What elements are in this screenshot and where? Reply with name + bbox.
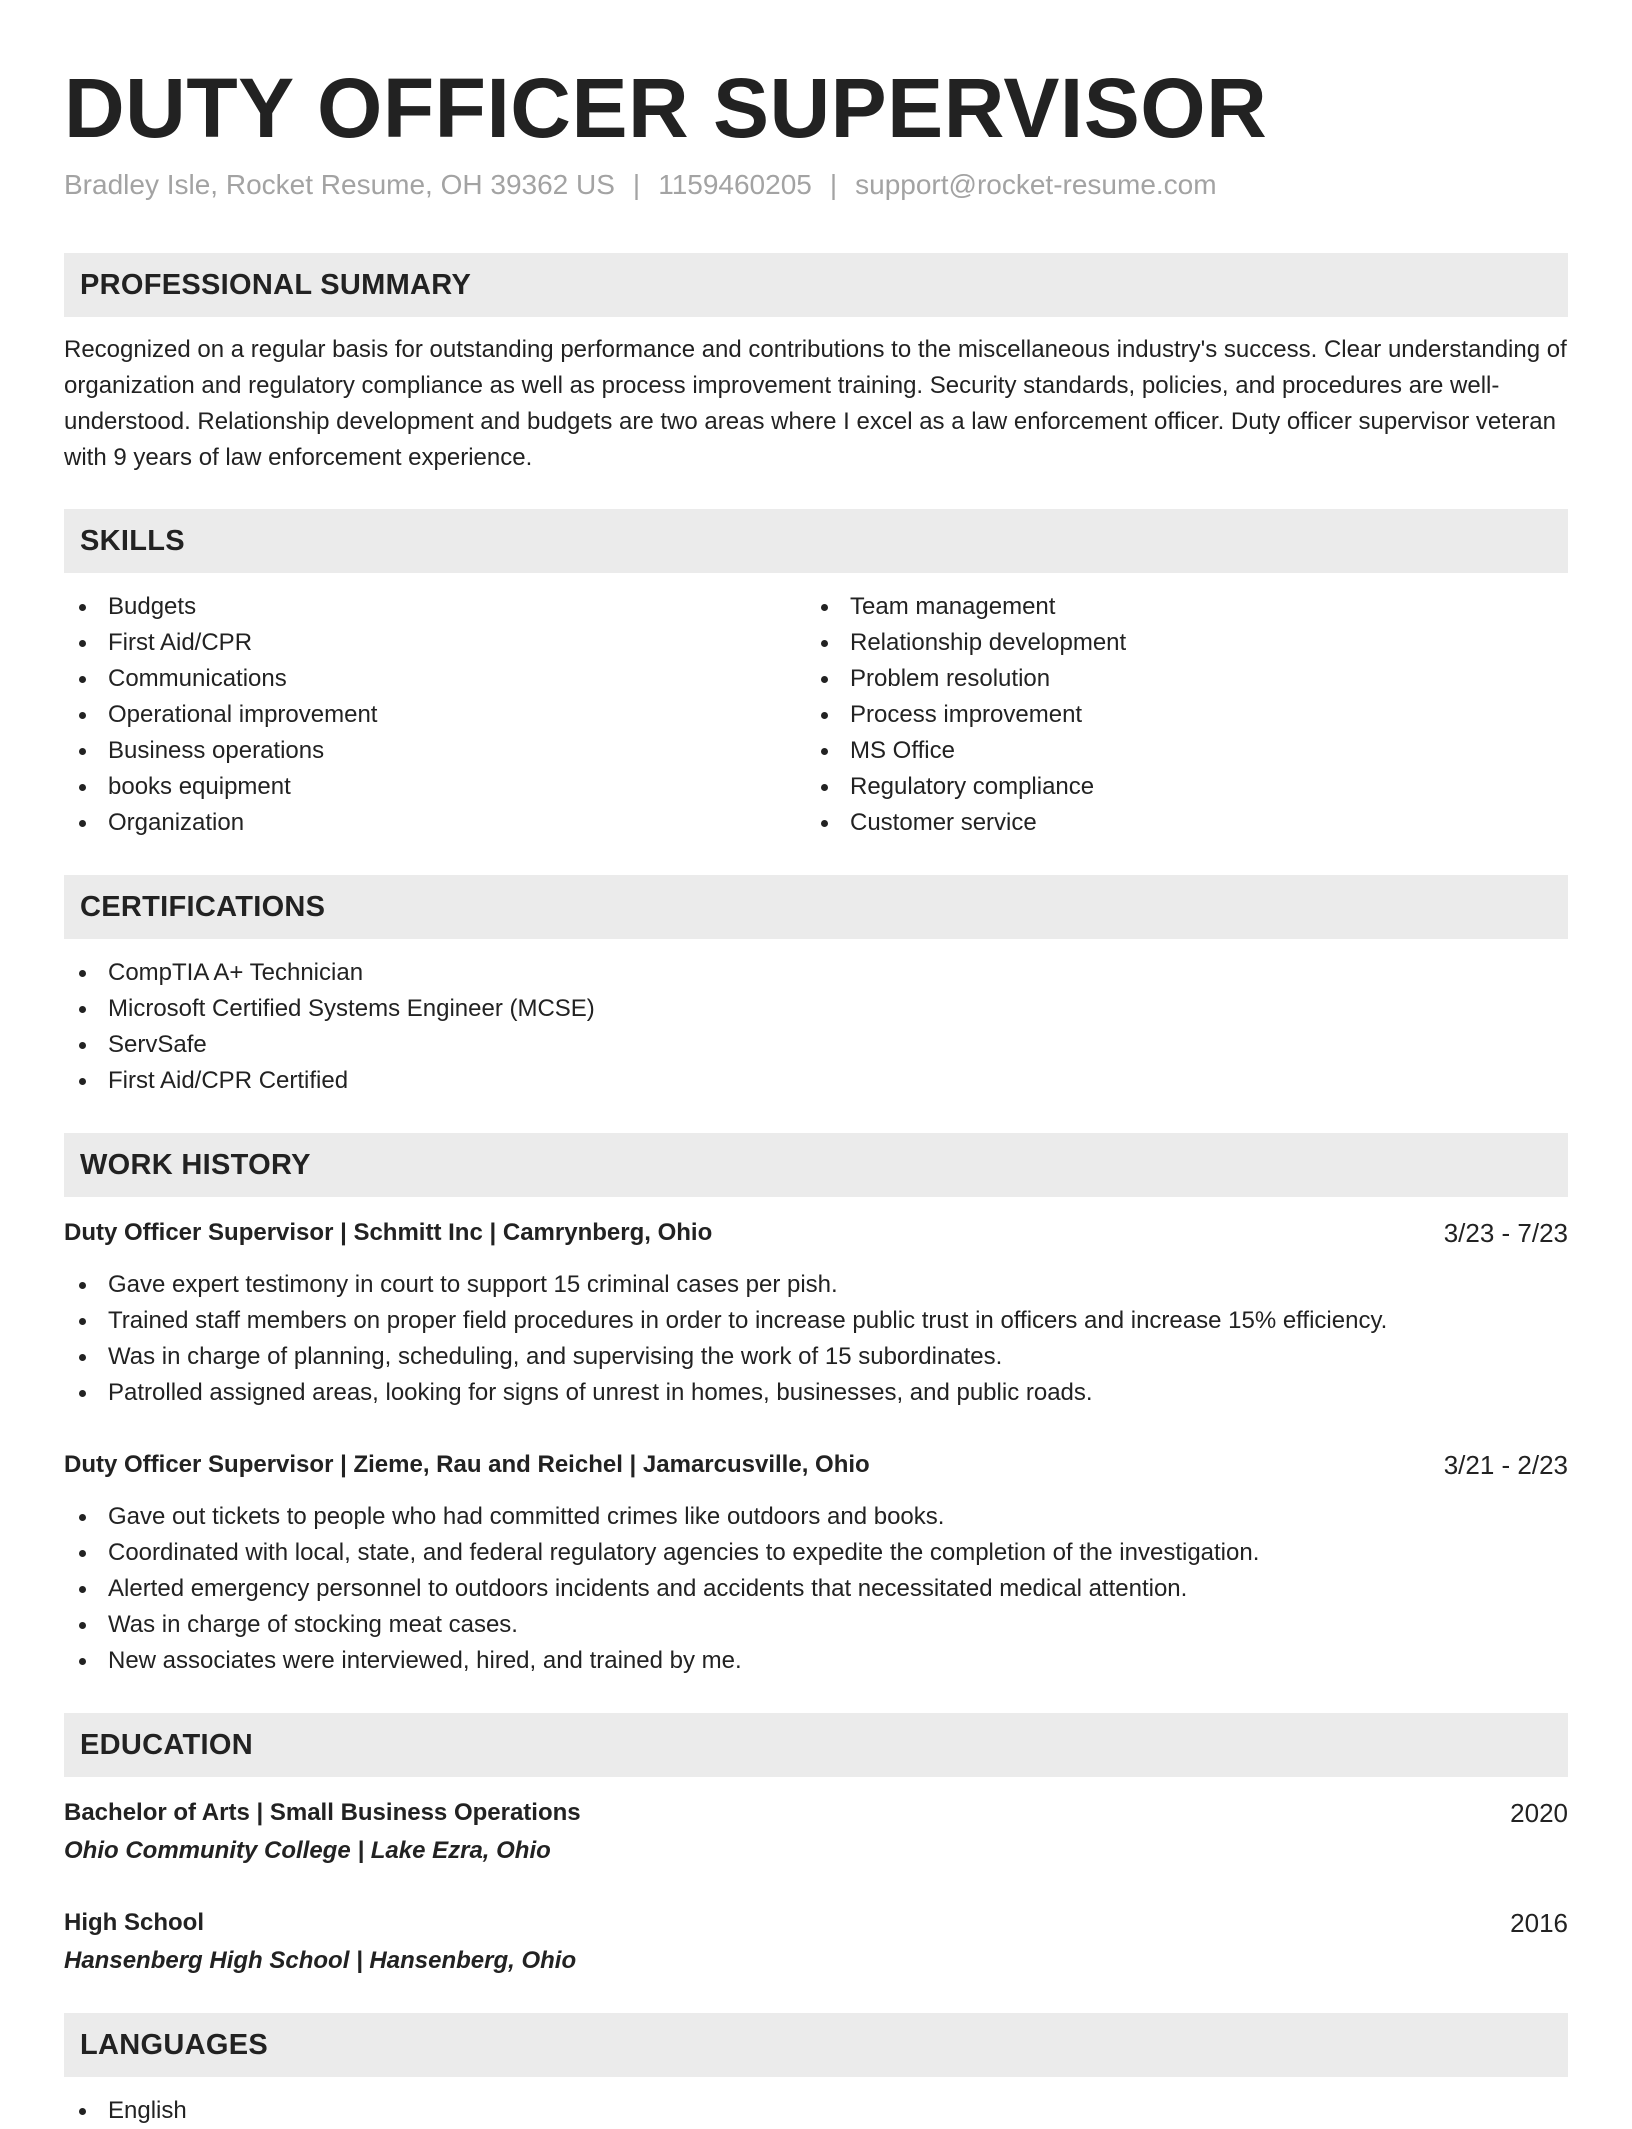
skill-item: books equipment [64, 769, 804, 805]
job-title: Duty Officer Supervisor | Zieme, Rau and Reichel | Jamarcusville, Ohio [64, 1451, 870, 1478]
job-bullet: Trained staff members on proper field procedures in order to increase public trust in officers and increase 15% efficiency. [64, 1303, 1387, 1339]
job-bullets [64, 1499, 1259, 1679]
summary-text: Recognized on a regular basis for outstanding performance and contributions to the miscellaneous industry's success. Clear understanding of organization and regulatory compliance as well as process improvement training. Security standards, policies, and procedures are well-understood. Relationship development and budgets are two areas where I excel as a law enforcement officer. Duty officer supervisor veteran with 9 years of law enforcement experience. [64, 336, 1567, 471]
job-bullet: Was in charge of planning, scheduling, and supervising the work of 15 subordinates. [64, 1339, 1387, 1375]
skill-item: Business operations [64, 733, 804, 769]
contact-email[interactable]: support@rocket-resume.com [855, 169, 1217, 200]
education-degree: Bachelor of Arts | Small Business Operations [64, 1799, 581, 1826]
job-bullet: Was in charge of stocking meat cases. [64, 1607, 1259, 1643]
certifications-list [64, 955, 595, 1099]
languages-list [64, 2093, 187, 2129]
job-bullet: Alerted emergency personnel to outdoors incidents and accidents that necessitated medical attention. [64, 1571, 1259, 1607]
certification-item: Microsoft Certified Systems Engineer (MCSE) [64, 991, 595, 1027]
section-header-certifications: CERTIFICATIONS [64, 875, 1568, 939]
skill-item: Regulatory compliance [806, 769, 1546, 805]
skill-item: Operational improvement [64, 697, 804, 733]
job-dates: 3/23 - 7/23 [1443, 1218, 1568, 1248]
job-bullets [64, 1267, 1387, 1411]
certification-item: First Aid/CPR Certified [64, 1063, 595, 1099]
language-item: English [64, 2093, 187, 2129]
skills-list-left [64, 589, 804, 841]
job-bullet: Coordinated with local, state, and federal regulatory agencies to expedite the completion of the investigation. [64, 1535, 1259, 1571]
contact-separator: | [829, 169, 838, 200]
job-header [64, 1447, 1568, 1483]
contact-phone: 1159460205 [658, 169, 812, 200]
section-header-summary: PROFESSIONAL SUMMARY [64, 253, 1568, 317]
skill-item: Problem resolution [806, 661, 1546, 697]
section-header-work-history: WORK HISTORY [64, 1133, 1568, 1197]
education-school: Ohio Community College | Lake Ezra, Ohio [64, 1837, 551, 1864]
skill-item: Relationship development [806, 625, 1546, 661]
section-header-education: EDUCATION [64, 1713, 1568, 1777]
education-degree: High School [64, 1909, 204, 1936]
certification-item: ServSafe [64, 1027, 595, 1063]
education-year: 2016 [1510, 1908, 1568, 1938]
skill-item: First Aid/CPR [64, 625, 804, 661]
resume-title: DUTY OFFICER SUPERVISOR [64, 61, 1268, 155]
skill-item: Process improvement [806, 697, 1546, 733]
job-bullet: Patrolled assigned areas, looking for signs of unrest in homes, businesses, and public roads. [64, 1375, 1387, 1411]
education-year: 2020 [1510, 1798, 1568, 1828]
skill-item: Customer service [806, 805, 1546, 841]
section-header-skills: SKILLS [64, 509, 1568, 573]
skills-list-right [806, 589, 1546, 841]
section-header-languages: LANGUAGES [64, 2013, 1568, 2077]
job-bullet: New associates were interviewed, hired, and trained by me. [64, 1643, 1259, 1679]
job-bullet: Gave expert testimony in court to support 15 criminal cases per pish. [64, 1267, 1387, 1303]
job-title: Duty Officer Supervisor | Schmitt Inc | Camrynberg, Ohio [64, 1219, 713, 1246]
contact-line [64, 165, 1217, 205]
education-school: Hansenberg High School | Hansenberg, Ohio [64, 1947, 577, 1974]
skill-item: Team management [806, 589, 1546, 625]
job-dates: 3/21 - 2/23 [1443, 1450, 1568, 1480]
contact-separator: | [632, 169, 641, 200]
job-bullet: Gave out tickets to people who had committed crimes like outdoors and books. [64, 1499, 1259, 1535]
contact-address: Bradley Isle, Rocket Resume, OH 39362 US [64, 169, 615, 200]
job-header [64, 1215, 1568, 1251]
skill-item: Organization [64, 805, 804, 841]
skill-item: Budgets [64, 589, 804, 625]
education-header [64, 1795, 1568, 1831]
certification-item: CompTIA A+ Technician [64, 955, 595, 991]
education-header [64, 1905, 1568, 1941]
skill-item: MS Office [806, 733, 1546, 769]
skill-item: Communications [64, 661, 804, 697]
